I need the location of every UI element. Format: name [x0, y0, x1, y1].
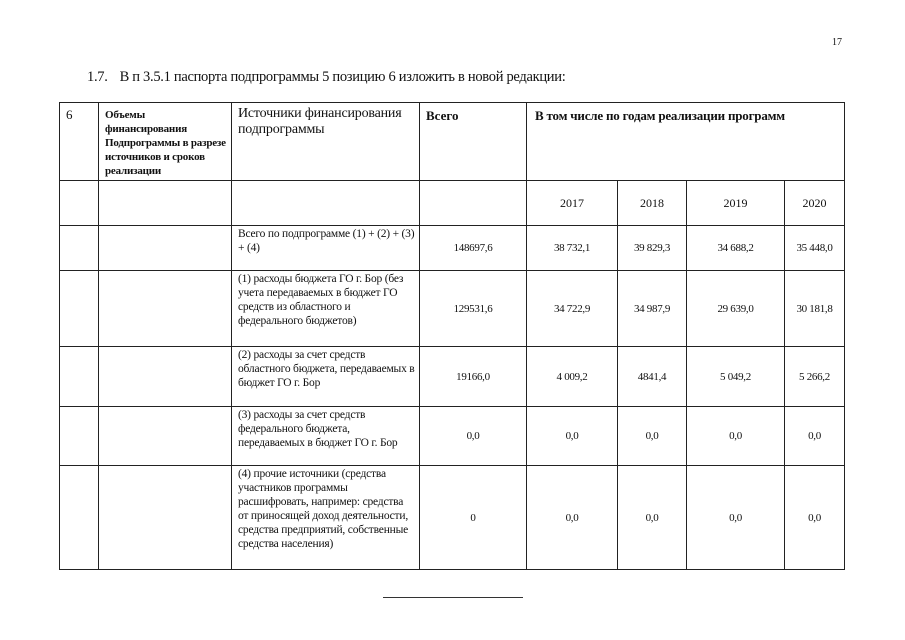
source-cell: (4) прочие источники (средства участников программы расшифровать, например: средства от приносящей доход деятельности, средства предприятий, собственные средства населения) — [232, 466, 420, 570]
year-cell: 2017 — [527, 181, 618, 226]
value-cell: 30 181,8 — [785, 271, 845, 347]
source-cell: (1) расходы бюджета ГО г. Бор (без учета передаваемых в бюджет ГО средств из областного и федерального бюджетов) — [232, 271, 420, 347]
financing-table — [59, 102, 845, 570]
value-cell: 34 688,2 — [687, 226, 785, 271]
value-cell: 39 829,3 — [618, 226, 687, 271]
value-cell: 0,0 — [618, 407, 687, 466]
total-cell: 0,0 — [420, 407, 527, 466]
value-cell: 35 448,0 — [785, 226, 845, 271]
source-cell: (2) расходы за счет средств областного бюджета, передаваемых в бюджет ГО г. Бор — [232, 347, 420, 407]
value-cell: 0,0 — [785, 466, 845, 570]
value-cell: 0,0 — [785, 407, 845, 466]
year-cell: 2020 — [785, 181, 845, 226]
value-cell: 5 049,2 — [687, 347, 785, 407]
value-cell: 0,0 — [687, 407, 785, 466]
year-cell: 2018 — [618, 181, 687, 226]
value-cell: 0,0 — [618, 466, 687, 570]
table-row — [60, 271, 845, 347]
total-cell: 148697,6 — [420, 226, 527, 271]
header-years: В том числе по годам реализации программ — [527, 103, 845, 181]
value-cell: 4841,4 — [618, 347, 687, 407]
source-cell: Всего по подпрограмме (1) + (2) + (3) + (4) — [232, 226, 420, 271]
header-sources: Источники финансирования подпрограммы — [232, 103, 420, 181]
header-volumes: Объемы финансирования Подпрограммы в разрезе источников и сроков реализации — [99, 103, 232, 181]
total-cell: 19166,0 — [420, 347, 527, 407]
table-row — [60, 347, 845, 407]
table-row — [60, 407, 845, 466]
value-cell: 4 009,2 — [527, 347, 618, 407]
value-cell: 5 266,2 — [785, 347, 845, 407]
intro-number: 1.7. — [87, 69, 108, 85]
table-row — [60, 226, 845, 271]
table-row — [60, 466, 845, 570]
page-number: 17 — [832, 37, 842, 48]
value-cell: 34 722,9 — [527, 271, 618, 347]
total-cell: 0 — [420, 466, 527, 570]
value-cell: 0,0 — [527, 407, 618, 466]
years-row — [60, 181, 845, 226]
value-cell: 29 639,0 — [687, 271, 785, 347]
row-number: 6 — [60, 103, 99, 181]
header-total: Всего — [420, 103, 527, 181]
footer-divider — [383, 597, 523, 598]
value-cell: 34 987,9 — [618, 271, 687, 347]
total-cell: 129531,6 — [420, 271, 527, 347]
intro-paragraph — [87, 69, 565, 86]
intro-text: В п 3.5.1 паспорта подпрограммы 5 позицию 6 изложить в новой редакции: — [119, 69, 566, 85]
header-row — [60, 103, 845, 181]
source-cell: (3) расходы за счет средств федерального бюджета, передаваемых в бюджет ГО г. Бор — [232, 407, 420, 466]
value-cell: 38 732,1 — [527, 226, 618, 271]
value-cell: 0,0 — [527, 466, 618, 570]
value-cell: 0,0 — [687, 466, 785, 570]
year-cell: 2019 — [687, 181, 785, 226]
